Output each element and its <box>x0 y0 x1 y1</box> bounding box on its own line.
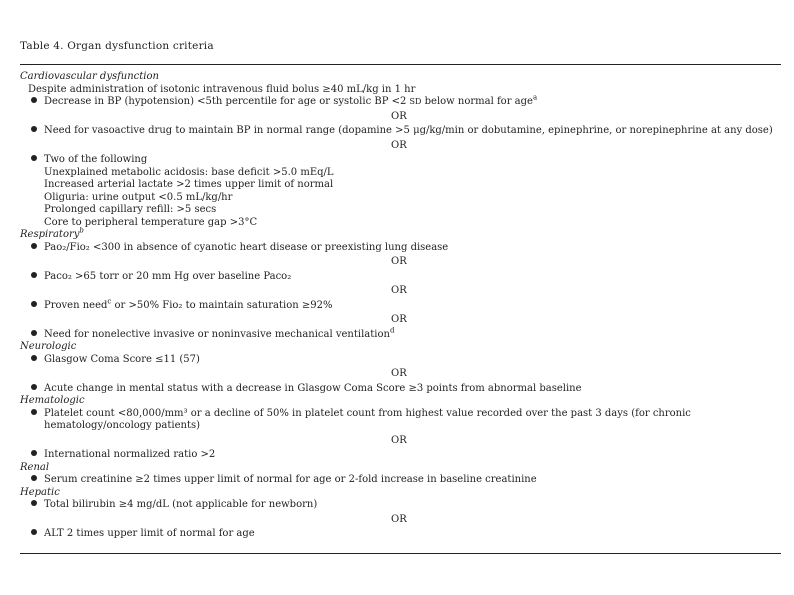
or-separator: OR <box>391 139 407 151</box>
item-text: Decrease in BP (hypotension) <5th percentile for age or systolic BP <2 <box>44 96 407 107</box>
bullet-icon <box>31 450 37 456</box>
bullet-icon <box>31 272 37 278</box>
item-text: Two of the following <box>44 154 148 165</box>
item-text-tail: below normal for age <box>424 96 533 107</box>
section-heading-respiratory <box>20 226 780 242</box>
list-item <box>20 297 780 313</box>
or-separator: OR <box>391 256 407 267</box>
bullet-icon <box>31 529 37 535</box>
section-heading-neurologic: Neurologic <box>20 341 77 352</box>
or-separator: OR <box>391 434 407 446</box>
item-text: Glasgow Coma Score ≤11 (57) <box>44 353 200 365</box>
bullet-icon <box>31 155 37 161</box>
bullet-icon <box>31 409 37 415</box>
item-text: ALT 2 times upper limit of normal for age <box>44 528 255 539</box>
item-continuation: hematology/oncology patients) <box>44 420 201 431</box>
list-item <box>20 271 780 284</box>
list-item <box>20 474 780 487</box>
item-text: Serum creatinine ≥2 times upper limit of normal for age or 2-fold increase in baseline creatinine <box>44 474 537 485</box>
list-item <box>20 242 780 255</box>
or-separator: OR <box>391 285 407 296</box>
item-text: Paco₂ >65 torr or 20 mm Hg over baseline Paco₂ <box>44 270 292 282</box>
section-heading-renal: Renal <box>20 461 50 473</box>
item-text: Proven need <box>44 299 108 311</box>
bullet-icon <box>31 97 37 103</box>
item-text: Need for nonelective invasive or noninvasive mechanical ventilation <box>44 328 390 340</box>
list-item <box>20 154 780 167</box>
item-text-tail: or >50% Fio₂ to maintain saturation ≥92% <box>114 299 333 311</box>
bullet-icon <box>31 301 37 307</box>
footnote-mark: b <box>79 226 84 235</box>
sub-criterion: Oliguria: urine output <0.5 mL/kg/hr <box>44 191 233 203</box>
bullet-icon <box>31 243 37 249</box>
item-text: Pao₂/Fio₂ <300 in absence of cyanotic heart disease or preexisting lung disease <box>44 241 449 253</box>
bottom-rule <box>20 553 781 554</box>
item-text: International normalized ratio >2 <box>44 449 216 460</box>
bullet-icon <box>31 330 37 336</box>
section-heading-hematologic: Hematologic <box>20 395 85 406</box>
sub-criterion: Core to peripheral temperature gap >3°C <box>44 216 258 228</box>
list-item <box>20 499 780 512</box>
sub-criterion: Unexplained metabolic acidosis: base deficit >5.0 mEq/L <box>44 166 334 178</box>
section-heading-hepatic: Hepatic <box>20 486 60 498</box>
list-item <box>20 408 780 421</box>
or-separator: OR <box>391 368 407 379</box>
list-item <box>20 383 780 396</box>
list-item <box>20 449 780 462</box>
bullet-icon <box>31 126 37 132</box>
list-item <box>20 528 780 541</box>
footnote-mark: d <box>389 326 395 335</box>
sub-criterion: Prolonged capillary refill: >5 secs <box>44 204 217 215</box>
or-separator: OR <box>391 110 407 122</box>
item-text: Total bilirubin ≥4 mg/dL (not applicable for newborn) <box>44 499 318 510</box>
list-item <box>20 125 780 138</box>
bullet-icon <box>31 384 37 390</box>
item-text: Acute change in mental status with a decrease in Glasgow Coma Score ≥3 points from abnormal baseline <box>44 382 582 394</box>
list-item <box>20 93 780 109</box>
bullet-icon <box>31 500 37 506</box>
list-item <box>20 326 780 342</box>
or-separator: OR <box>391 513 407 525</box>
table-title: Table 4. Organ dysfunction criteria <box>20 40 214 52</box>
heading-text: Respiratory <box>20 229 80 240</box>
cardio-intro: Despite administration of isotonic intravenous fluid bolus ≥40 mL/kg in 1 hr <box>28 83 416 95</box>
item-text: Need for vasoactive drug to maintain BP in normal range (dopamine >5 μg/kg/min or dobutamine, epinephrine, or norepinephrine at any dose) <box>44 125 773 136</box>
footnote-mark: a <box>532 93 538 102</box>
criteria-table <box>20 71 780 541</box>
sub-criterion: Increased arterial lactate >2 times upper limit of normal <box>44 179 334 190</box>
or-separator: OR <box>391 314 407 325</box>
sd-abbrev: SD <box>409 97 422 106</box>
bullet-icon <box>31 475 37 481</box>
list-item <box>20 354 780 367</box>
bullet-icon <box>31 355 37 361</box>
item-text: Platelet count <80,000/mm³ or a decline of 50% in platelet count from highest value recorded over the past 3 days (for chronic <box>44 407 691 419</box>
top-rule <box>20 64 781 65</box>
section-heading-cardiovascular: Cardiovascular dysfunction <box>20 71 159 82</box>
footnote-mark: c <box>107 297 112 306</box>
